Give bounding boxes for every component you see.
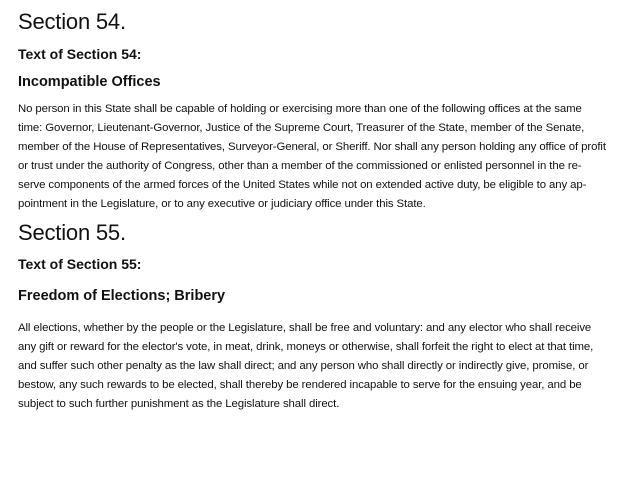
section-54-body-line: No person in this State shall be capable of holding or exercising more than one of the following offices at the same bbox=[18, 103, 582, 115]
section-55-body-line: All elections, whether by the people or the Legislature, shall be free and voluntary: and any elector who shall receive bbox=[18, 322, 592, 334]
section-55-body-line: and suffer such other penalty as the law shall direct; and any person who shall directly or indirectly give, promise, or bbox=[18, 360, 589, 372]
section-55-body-line: bestow, any such rewards to be elected, shall thereby be rendered incapable to serve for the ensuing year, and be bbox=[18, 379, 582, 391]
section-54-heading: Section 54. bbox=[18, 9, 126, 34]
section-55-body bbox=[18, 319, 593, 414]
section-54-body-line: or trust under the authority of Congress, other than a member of the commissioned or enlisted personnel in the re- bbox=[18, 160, 582, 172]
section-54-body-line: pointment in the Legislature, or to any executive or judiciary office under this State. bbox=[18, 198, 426, 210]
section-54-body-line: time: Governor, Lieutenant-Governor, Justice of the Supreme Court, Treasurer of the State, member of the Senate, bbox=[18, 122, 585, 134]
section-55-title: Freedom of Elections; Bribery bbox=[18, 288, 226, 304]
section-55-body-line: subject to such further punishment as the Legislature shall direct. bbox=[18, 398, 340, 410]
section-55-heading: Section 55. bbox=[18, 220, 126, 245]
section-54-body-line: member of the House of Representatives, Surveyor-General, or Sheriff. Nor shall any person holding any office of profit bbox=[18, 141, 606, 153]
section-55-text-label: Text of Section 55: bbox=[18, 256, 142, 272]
section-54-text-label: Text of Section 54: bbox=[18, 46, 142, 62]
section-54-body bbox=[18, 100, 606, 214]
section-54-title: Incompatible Offices bbox=[18, 74, 161, 90]
section-55-body-line: any gift or reward for the elector's vote, in meat, drink, moneys or otherwise, shall forfeit the right to elect at that time, bbox=[18, 341, 594, 353]
section-54-body-line: serve components of the armed forces of the United States while not on extended active duty, be eligible to any ap- bbox=[18, 179, 587, 191]
